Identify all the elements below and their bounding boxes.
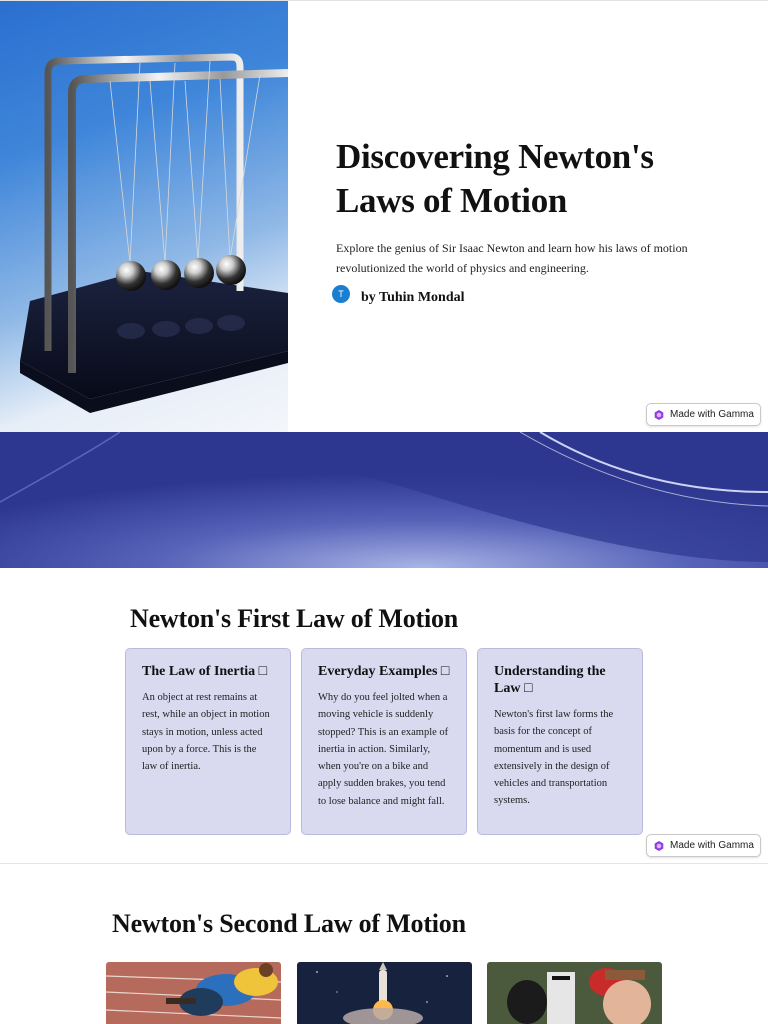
card-body: An object at rest remains at rest, while an object in motion stays in motion, unless acted upon by a force. This is the law of inertia.	[142, 692, 270, 773]
first-law-slide	[0, 568, 768, 864]
gamma-logo-icon	[654, 410, 664, 420]
gamma-badge-label: Made with Gamma	[670, 840, 754, 851]
gamma-logo-icon	[654, 841, 664, 851]
presentation-title: Discovering Newton's Laws of Motion	[336, 137, 654, 220]
gamma-badge-label: Made with Gamma	[670, 409, 754, 420]
newtons-cradle-image	[0, 1, 288, 433]
abstract-wave-banner	[0, 432, 768, 568]
card-title: Everyday Examples □	[318, 664, 450, 679]
presentation-subtitle: Explore the genius of Sir Isaac Newton and learn how his laws of motion revolutionized the world of physics and engineering.	[336, 241, 688, 275]
first-law-heading: Newton's First Law of Motion	[130, 604, 459, 633]
made-with-gamma-button[interactable]	[646, 403, 761, 426]
author-avatar[interactable]: T	[332, 285, 350, 303]
everyday-examples-card	[301, 648, 467, 835]
card-body: Why do you feel jolted when a moving vehicle is suddenly stopped? This is an example of inertia in action. Similarly, when you're on a bike and apply sudden brakes, you tend to lose balance and might fall.	[318, 692, 449, 807]
football-players-photo	[487, 962, 662, 1024]
sprinters-photo	[106, 962, 281, 1024]
rocket-launch-photo	[297, 962, 472, 1024]
card-title: The Law of Inertia □	[142, 664, 268, 679]
author-name: by Tuhin Mondal	[361, 290, 465, 305]
second-law-slide	[0, 865, 768, 1024]
law-of-inertia-card	[125, 648, 291, 835]
understanding-the-law-card	[477, 648, 643, 835]
second-law-heading: Newton's Second Law of Motion	[112, 909, 466, 938]
card-body: Newton's first law forms the basis for the concept of momentum and is used extensively in the design of vehicles and transportation systems.	[494, 709, 614, 807]
title-slide	[0, 0, 768, 432]
made-with-gamma-button[interactable]	[646, 834, 761, 857]
card-title: Understanding the Law □	[494, 664, 606, 696]
